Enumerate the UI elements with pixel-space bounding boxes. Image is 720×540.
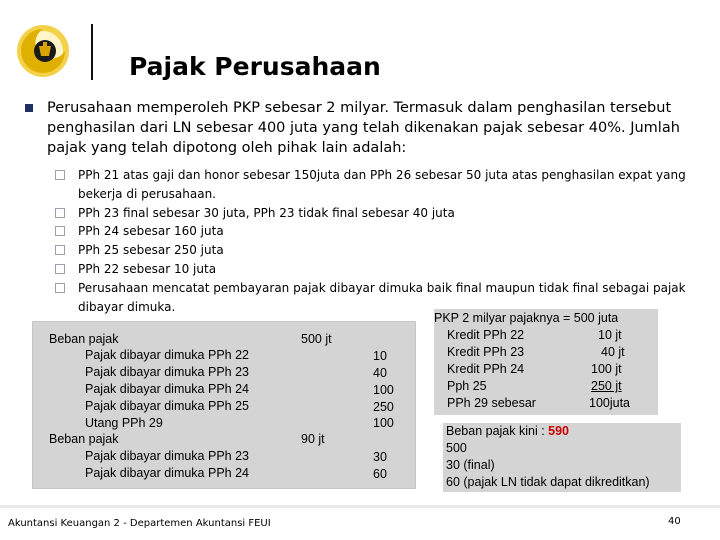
journal-entries-box [32,321,416,489]
footer-text: Akuntansi Keuangan 2 - Departemen Akuntansi FEUI [8,518,271,529]
intro-text: Perusahaan memperoleh PKP sebesar 2 milyar. Termasuk dalam penghasilan tersebut penghasilan dari LN sebesar 400 juta yang telah dikenakan pajak sebesar 40%. Jumlah pajak yang telah dipotong oleh pihak lain adalah: [47,100,680,156]
journal-credit: 100 [373,416,394,430]
total-line: 60 (pajak LN tidak dapat dikreditkan) [446,475,650,489]
tax-list [55,166,705,316]
calc-value: 100juta [589,396,631,410]
list-item-text: Perusahaan mencatat pembayaran pajak dibayar dimuka baik final maupun tidak final sebagai pajak dibayar dimuka. [78,280,686,314]
page-title: Pajak Perusahaan [129,52,381,81]
journal-credit: 100 [373,383,394,397]
list-item [55,241,705,260]
journal-account: Pajak dibayar dimuka PPh 23 [85,449,249,463]
checkbox-bullet-icon [55,245,65,255]
list-item-text: PPh 24 sebesar 160 juta [78,224,224,239]
calc-label: Kredit PPh 22 [447,328,525,342]
checkbox-bullet-icon [55,226,65,236]
journal-account: Pajak dibayar dimuka PPh 24 [85,382,249,396]
calc-label: Kredit PPh 24 [447,362,525,376]
list-item [55,166,705,204]
calc-label: PPh 29 sebesar [447,396,536,410]
tax-credit-calculation [434,309,658,415]
journal-account: Pajak dibayar dimuka PPh 24 [85,466,249,480]
list-item-text: PPh 25 sebesar 250 juta [78,243,224,258]
total-line: 30 (final) [446,458,495,472]
title-divider [91,24,93,80]
page-number: 40 [668,516,681,527]
calc-value: 40 jt [601,345,625,359]
checkbox-bullet-icon [55,208,65,218]
journal-account: Utang PPh 29 [85,416,163,430]
list-item-text: PPh 21 atas gaji dan honor sebesar 150juta dan PPh 26 sebesar 50 juta atas penghasilan expat yang bekerja di perusahaan. [78,168,686,201]
journal-credit: 10 [373,349,387,363]
calc-value: 100 jt [591,362,622,376]
checkbox-bullet-icon [55,170,65,180]
main-bullet [25,104,33,112]
journal-account: Pajak dibayar dimuka PPh 22 [85,348,249,362]
list-item-text: PPh 22 sebesar 10 juta [78,261,217,276]
list-item-text: PPh 23 final sebesar 30 juta, PPh 23 tidak final sebesar 40 juta [78,205,455,220]
journal-debit: 90 jt [301,432,325,446]
list-item [55,222,705,241]
total-line: 500 [446,441,467,455]
total-heading [443,423,681,440]
calc-label: Kredit PPh 23 [447,345,525,359]
journal-account: Pajak dibayar dimuka PPh 25 [85,399,249,413]
journal-credit: 30 [373,450,387,464]
journal-credit: 40 [373,366,387,380]
university-logo [14,22,72,80]
calc-value: 250 jt [591,379,622,393]
total-value: 590 [548,424,570,438]
journal-debit: 500 jt [301,332,332,346]
list-item [55,260,705,279]
current-tax-expense-box [443,423,681,492]
journal-account: Beban pajak [49,332,119,346]
journal-credit: 60 [373,467,387,481]
footer-divider [0,505,720,508]
journal-credit: 250 [373,400,394,414]
checkbox-bullet-icon [55,283,65,293]
journal-account: Beban pajak [49,432,119,446]
calc-value: 10 jt [598,328,622,342]
list-item [55,204,705,223]
total-label: Beban pajak kini : [446,424,549,438]
calc-label: Pph 25 [447,379,487,393]
checkbox-bullet-icon [55,264,65,274]
calc-heading: PKP 2 milyar pajaknya = 500 juta [434,311,619,325]
journal-account: Pajak dibayar dimuka PPh 23 [85,365,249,379]
